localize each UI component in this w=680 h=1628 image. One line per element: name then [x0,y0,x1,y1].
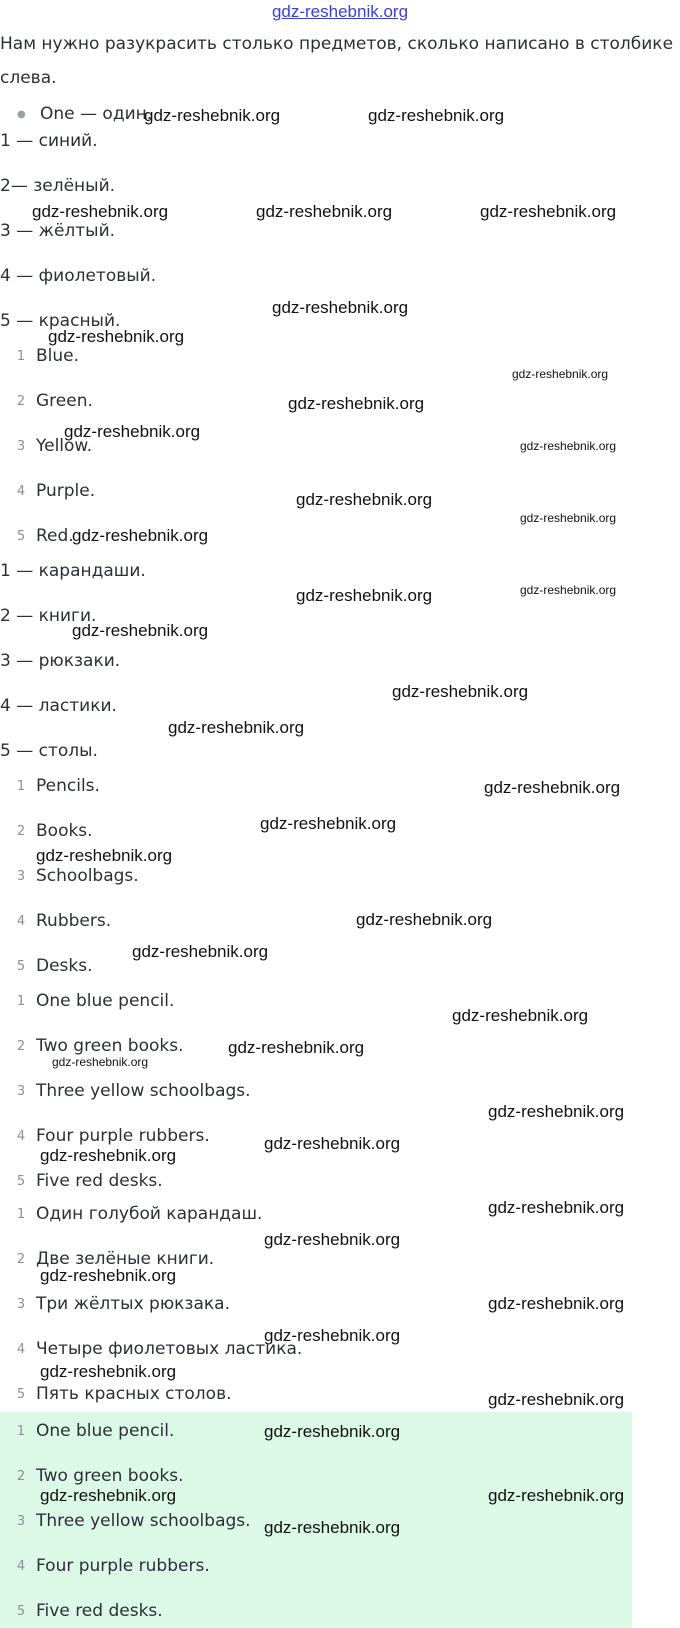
list-item: Blue. [36,346,80,366]
list-item: One blue pencil. [36,1421,175,1441]
list-item: Two green books. [36,1036,184,1056]
list-number: 2 [16,1469,26,1484]
watermark: gdz-reshebnik.org [264,1422,401,1441]
list-item: Один голубой карандаш. [36,1204,263,1224]
list-number: 3 [16,1084,26,1099]
item-ru-4: 4 — ластики. [0,696,117,716]
intro-line-1: Нам нужно разукрасить столько предметов, сколько написано в столбике [0,34,674,54]
list-item: Books. [36,821,93,841]
watermark: gdz-reshebnik.org [368,106,505,125]
list-item: Yellow. [36,436,93,456]
watermark: gdz-reshebnik.org [272,298,409,317]
list-number: 5 [16,1387,26,1402]
watermark: gdz-reshebnik.org [260,814,397,833]
list-item: Три жёлтых рюкзака. [36,1294,230,1314]
watermark: gdz-reshebnik.org [520,583,617,597]
watermark: gdz-reshebnik.org [48,327,185,346]
list-number: 3 [16,439,26,454]
list-number: 4 [16,914,26,929]
list-item: Purple. [36,481,96,501]
list-number: 4 [16,1342,26,1357]
list-item: Rubbers. [36,911,112,931]
list-item: Desks. [36,956,93,976]
watermark: gdz-reshebnik.org [132,942,269,961]
watermark: gdz-reshebnik.org [488,1390,625,1409]
list-item: Pencils. [36,776,100,796]
watermark: gdz-reshebnik.org [520,511,617,525]
list-item: Schoolbags. [36,866,139,886]
watermark: gdz-reshebnik.org [144,106,281,125]
watermark: gdz-reshebnik.org [72,526,209,545]
list-number: 1 [16,349,26,364]
watermark: gdz-reshebnik.org [40,1362,177,1381]
watermark: gdz-reshebnik.org [32,202,169,221]
list-number: 5 [16,1604,26,1619]
watermark: gdz-reshebnik.org [512,367,609,381]
list-number: 4 [16,1129,26,1144]
list-item: Четыре фиолетовых ластика. [36,1339,303,1359]
watermark: gdz-reshebnik.org [40,1266,177,1285]
bullet-dot-icon: ● [17,109,26,120]
list-number: 1 [16,779,26,794]
color-ru-4: 4 — фиолетовый. [0,266,157,286]
watermark: gdz-reshebnik.org [52,1055,149,1069]
list-item: Five red desks. [36,1601,163,1621]
list-number: 2 [16,1039,26,1054]
list-item: Two green books. [36,1466,184,1486]
list-number: 1 [16,1424,26,1439]
watermark: gdz-reshebnik.org [484,778,621,797]
watermark: gdz-reshebnik.org [452,1006,589,1025]
item-ru-5: 5 — столы. [0,741,98,761]
list-item: Three yellow schoolbags. [36,1511,251,1531]
list-item: Green. [36,391,93,411]
list-item: One blue pencil. [36,991,175,1011]
list-number: 1 [16,1207,26,1222]
list-number: 3 [16,1297,26,1312]
list-number: 4 [16,1559,26,1574]
watermark: gdz-reshebnik.org [488,1486,625,1505]
list-number: 5 [16,959,26,974]
watermark: gdz-reshebnik.org [488,1198,625,1217]
watermark: gdz-reshebnik.org [264,1230,401,1249]
intro-line-2: слева. [0,68,57,88]
watermark: gdz-reshebnik.org [168,718,305,737]
watermark: gdz-reshebnik.org [40,1146,177,1165]
color-ru-1: 1 — синий. [0,131,98,151]
list-number: 1 [16,994,26,1009]
list-number: 5 [16,529,26,544]
list-number: 2 [16,1252,26,1267]
watermark: gdz-reshebnik.org [72,621,209,640]
color-ru-3: 3 — жёлтый. [0,221,116,241]
item-ru-2: 2 — книги. [0,606,97,626]
list-number: 2 [16,824,26,839]
watermark: gdz-reshebnik.org [288,394,425,413]
watermark: gdz-reshebnik.org [228,1038,365,1057]
list-number: 2 [16,394,26,409]
watermark: gdz-reshebnik.org [488,1294,625,1313]
watermark: gdz-reshebnik.org [520,439,617,453]
site-watermark-link[interactable]: gdz-reshebnik.org [271,2,409,21]
watermark: gdz-reshebnik.org [64,422,201,441]
watermark: gdz-reshebnik.org [296,490,433,509]
watermark: gdz-reshebnik.org [36,846,173,865]
watermark: gdz-reshebnik.org [480,202,617,221]
list-item: Две зелёные книги. [36,1249,215,1269]
watermark: gdz-reshebnik.org [296,586,433,605]
watermark: gdz-reshebnik.org [264,1518,401,1537]
list-number: 4 [16,484,26,499]
list-item: Four purple rubbers. [36,1556,210,1576]
item-ru-1: 1 — карандаши. [0,561,146,581]
watermark: gdz-reshebnik.org [256,202,393,221]
watermark: gdz-reshebnik.org [488,1102,625,1121]
watermark: gdz-reshebnik.org [264,1326,401,1345]
list-item: Five red desks. [36,1171,163,1191]
list-item: Red. [36,526,74,546]
watermark: gdz-reshebnik.org [264,1134,401,1153]
list-item: Four purple rubbers. [36,1126,210,1146]
item-ru-3: 3 — рюкзаки. [0,651,121,671]
color-ru-2: 2— зелёный. [0,176,116,196]
list-item: Three yellow schoolbags. [36,1081,251,1101]
list-number: 3 [16,1514,26,1529]
list-number: 5 [16,1174,26,1189]
list-number: 3 [16,869,26,884]
watermark: gdz-reshebnik.org [356,910,493,929]
watermark: gdz-reshebnik.org [40,1486,177,1505]
watermark: gdz-reshebnik.org [392,682,529,701]
bullet-text: One — один. [40,104,153,124]
list-item: Пять красных столов. [36,1384,232,1404]
color-ru-5: 5 — красный. [0,311,121,331]
